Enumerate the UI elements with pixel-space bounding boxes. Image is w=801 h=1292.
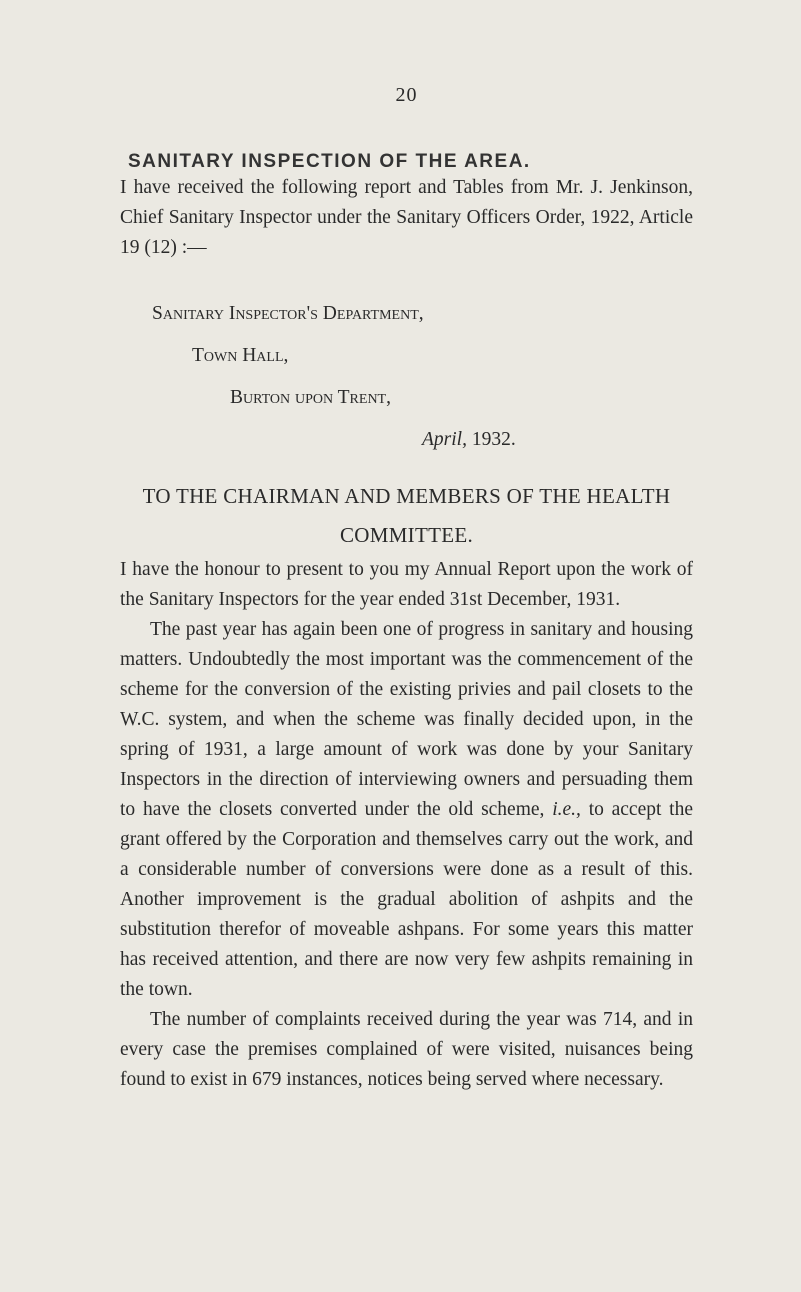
paragraph-2-ie: i.e., (552, 799, 581, 820)
address-building: Town Hall, (192, 345, 289, 366)
address-block (120, 293, 693, 461)
salutation (120, 477, 693, 555)
report-paragraph-3: The number of complaints received during the year was 714, and in every case the premises complained of were visited, nuisances being found to exist in 679 instances, notices being served where necessary. (120, 1009, 693, 1090)
address-department: Sanitary Inspector's Department, (152, 303, 424, 324)
date-year: 1932. (471, 429, 516, 450)
salutation-line-1: TO THE CHAIRMAN AND MEMBERS OF THE HEALTH (142, 484, 671, 508)
paragraph-2-text-b: to accept the grant offered by the Corporation and themselves carry out the work, and a considerable number of conversions were done as a result of this. Another improvement is the gradual abolition of ashpits and the substitution therefor of moveable ashpans. For some years this matter has received attention, and there are now very few ashpits remaining in the town. (120, 799, 694, 1000)
report-paragraph-1: I have the honour to present to you my Annual Report upon the work of the Sanitary Inspectors for the year ended 31st December, 1931. (120, 559, 693, 610)
section-heading: SANITARY INSPECTION OF THE AREA. (128, 151, 531, 172)
page-number: 20 (395, 84, 418, 106)
intro-paragraph: I have received the following report and Tables from Mr. J. Jenkinson, Chief Sanitary Inspector under the Sanitary Officers Order, 1922, Article 19 (12) :— (120, 177, 693, 258)
date-month: April, (422, 429, 467, 450)
salutation-line-2: COMMITTEE. (339, 523, 474, 547)
address-town: Burton upon Trent, (230, 387, 391, 408)
report-paragraph-2 (120, 615, 693, 1005)
address-date (120, 419, 693, 461)
paragraph-2-text-a: The past year has again been one of progress in sanitary and housing matters. Undoubtedly the most important was the commencement of the scheme for the conversion of the existing privies and pail closets to the W.C. system, and when the scheme was finally decided upon, in the spring of 1931, a large amount of work was done by your Sanitary Inspectors in the direction of interviewing owners and persuading them to have the closets converted under the old scheme, (120, 619, 693, 820)
